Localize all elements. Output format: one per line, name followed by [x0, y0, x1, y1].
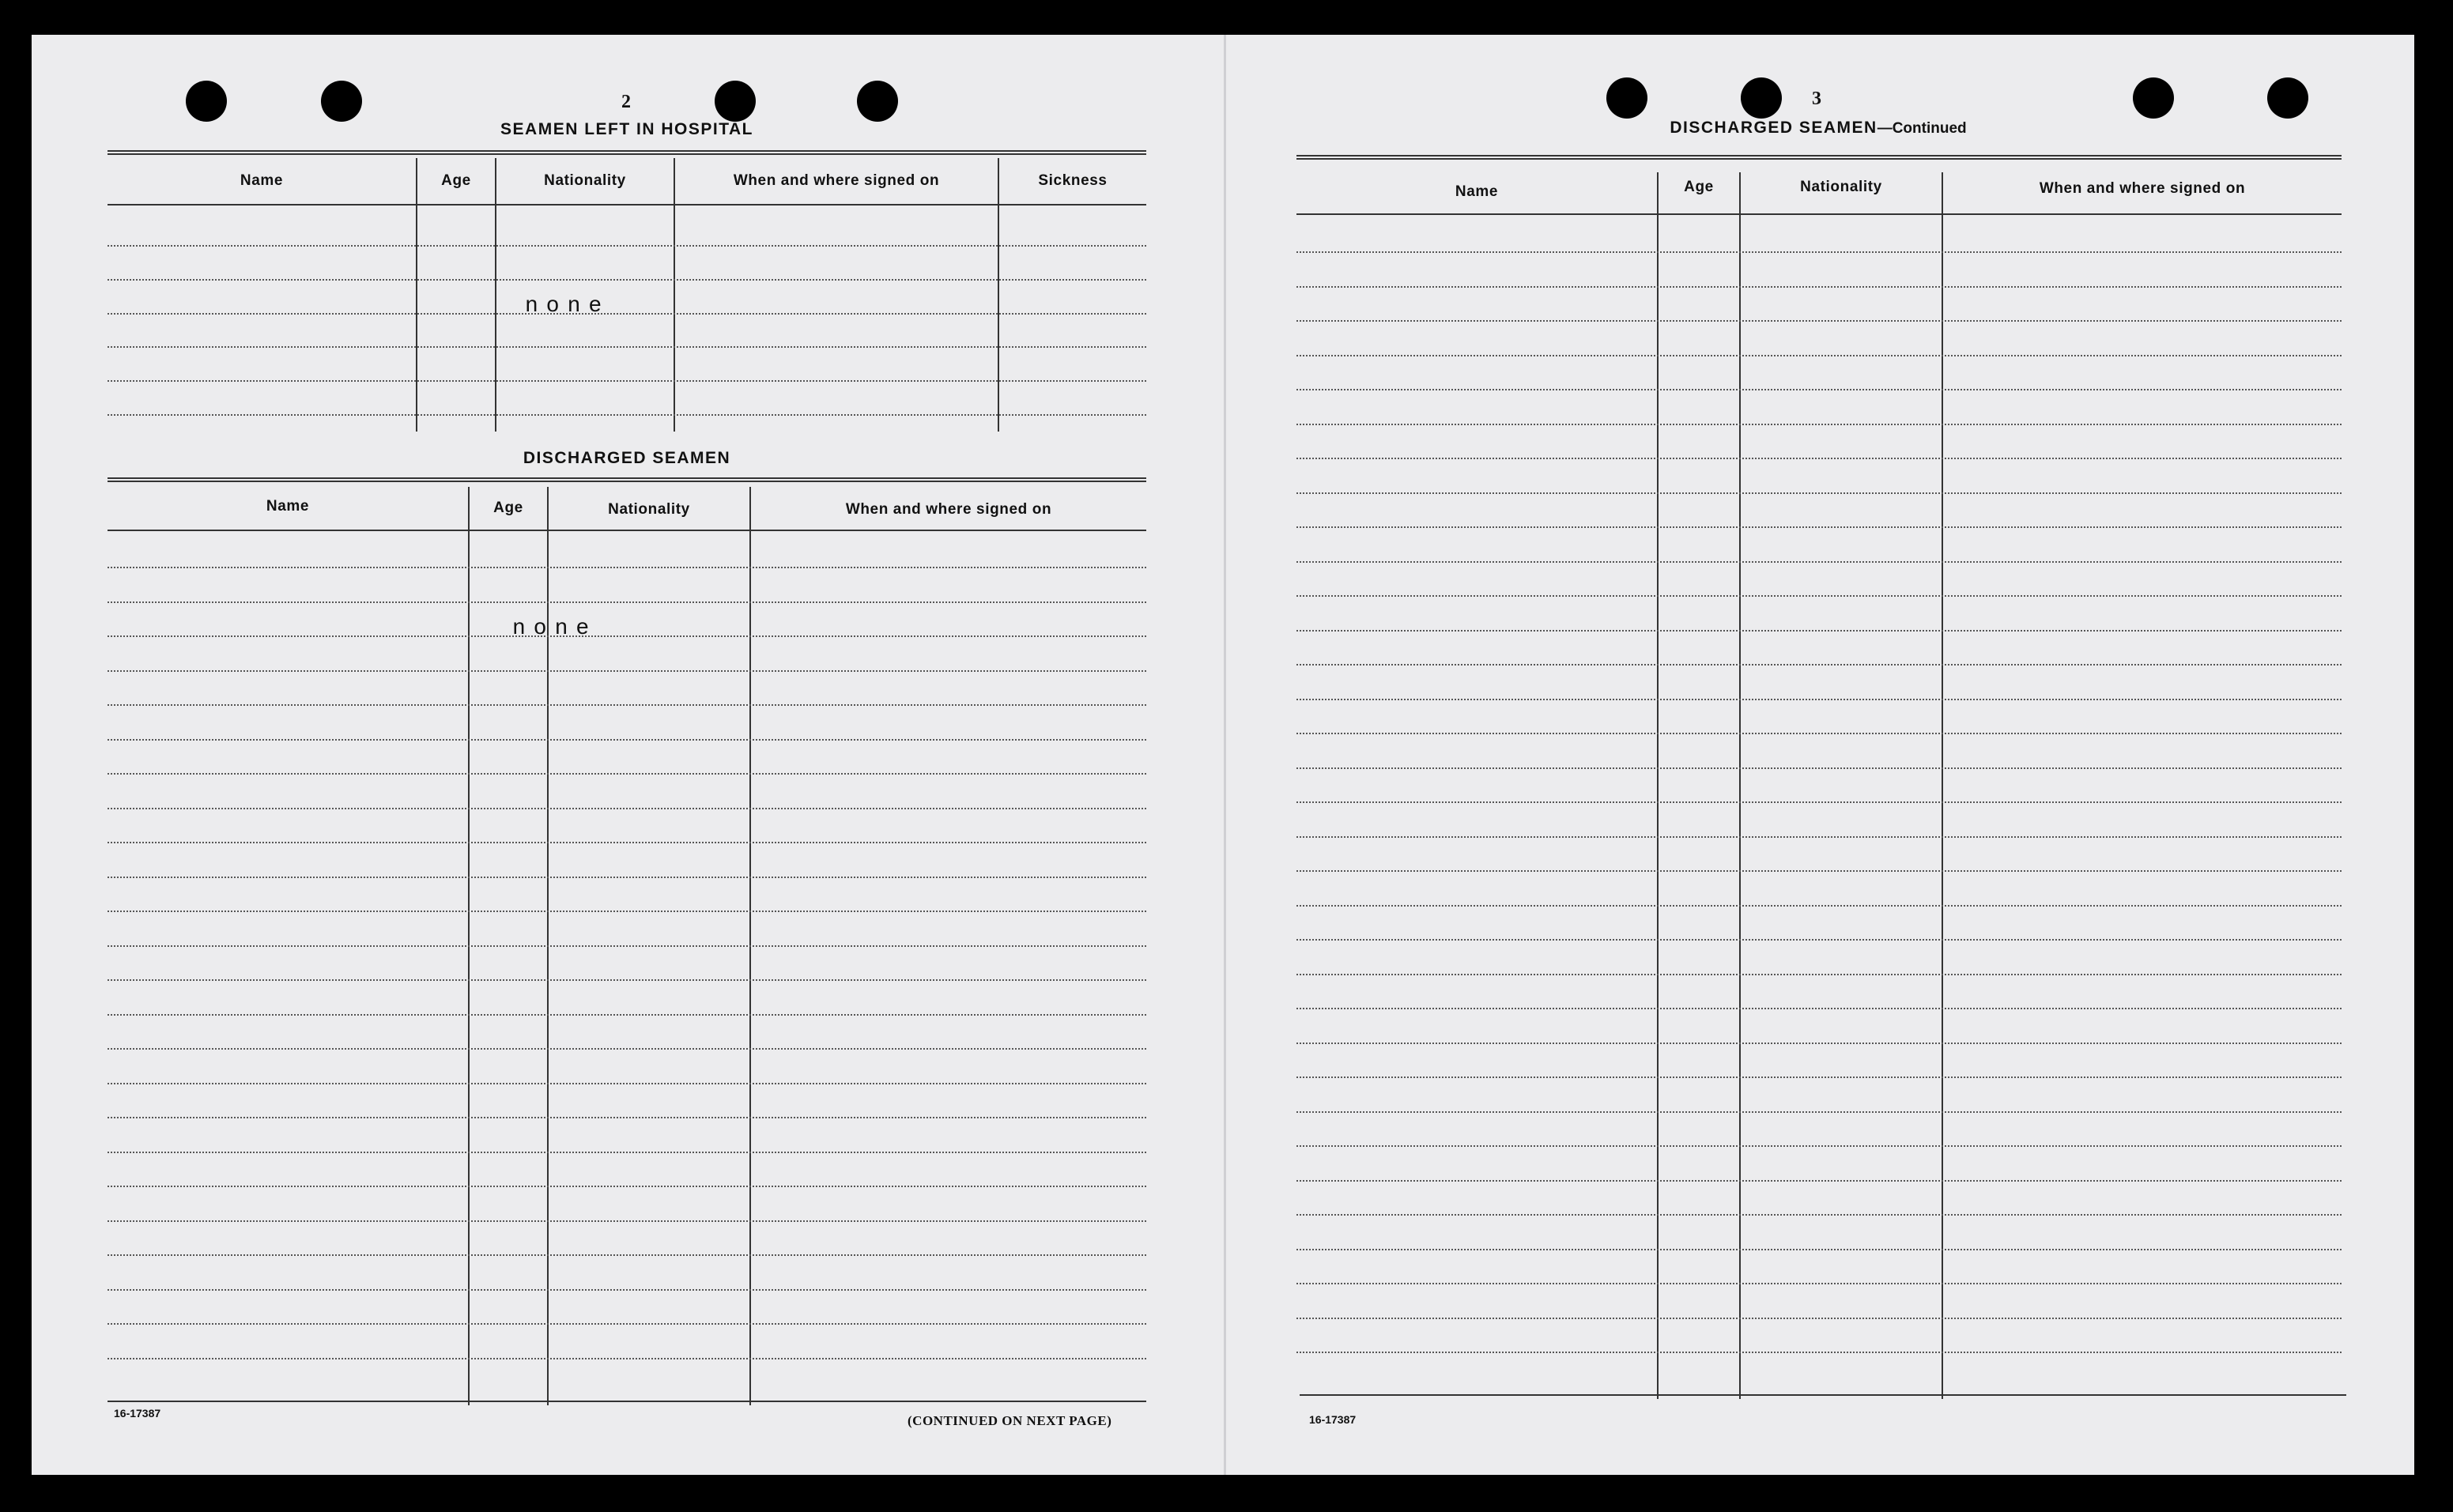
- discharged-entry-line: [108, 979, 1146, 981]
- page-number-left: 2: [621, 92, 631, 112]
- discharged-header-signed-on: When and where signed on: [845, 501, 1052, 518]
- discharged-entry-line: [108, 808, 1146, 809]
- continued-entry-line: [1296, 905, 2342, 907]
- punch-hole-icon: [186, 81, 227, 122]
- discharged-entry-line: [108, 1186, 1146, 1187]
- hospital-header-rule: [108, 204, 1146, 205]
- punch-hole-icon: [857, 81, 898, 122]
- continued-entry-line: [1296, 1008, 2342, 1009]
- continued-section-title: [1581, 119, 2055, 138]
- punch-hole-icon: [2133, 77, 2174, 119]
- punch-hole-icon: [715, 81, 756, 122]
- continued-header-age: Age: [1684, 179, 1714, 195]
- discharged-section-title: DISCHARGED SEAMEN: [523, 449, 731, 467]
- continued-entry-line: [1296, 320, 2342, 322]
- continued-entry-line: [1296, 355, 2342, 356]
- continued-entry-line: [1296, 389, 2342, 390]
- discharged-entry-line: [108, 670, 1146, 672]
- continued-entry-line: [1296, 664, 2342, 666]
- punch-hole-icon: [321, 81, 362, 122]
- continued-title-main: DISCHARGED SEAMEN: [1670, 119, 1877, 137]
- hospital-entry-line: [108, 279, 1146, 281]
- page-fold: [1224, 35, 1226, 1475]
- discharged-entry-line: [108, 635, 1146, 637]
- continued-header-nationality: Nationality: [1800, 179, 1882, 195]
- discharged-entry-line: [108, 739, 1146, 741]
- discharged-entry-line: [108, 1220, 1146, 1222]
- continued-entry-line: [1296, 561, 2342, 563]
- form-number-left: 16-17387: [114, 1407, 161, 1420]
- discharged-top-rule: [108, 477, 1146, 482]
- punch-hole-icon: [1606, 77, 1647, 119]
- continued-entry-line: [1296, 492, 2342, 494]
- continued-entry-line: [1296, 1076, 2342, 1078]
- continued-entry-line: [1296, 801, 2342, 803]
- continued-entry-line: [1296, 630, 2342, 632]
- hospital-entry-text: none: [525, 294, 610, 319]
- continued-title-suffix: —Continued: [1877, 120, 1967, 137]
- right-bottom-rule: [1300, 1394, 2346, 1396]
- continued-entry-line: [1296, 939, 2342, 941]
- discharged-entry-line: [108, 1358, 1146, 1359]
- discharged-entry-line: [108, 1014, 1146, 1016]
- punch-hole-icon: [1741, 77, 1782, 119]
- hospital-entry-line: [108, 346, 1146, 348]
- continued-entry-line: [1296, 1352, 2342, 1353]
- hospital-col-divider: [416, 158, 417, 432]
- discharged-entry-line: [108, 842, 1146, 843]
- left-bottom-rule: [108, 1401, 1146, 1402]
- discharged-header-age: Age: [493, 500, 523, 516]
- discharged-entry-line: [108, 1083, 1146, 1084]
- continued-entry-line: [1296, 836, 2342, 838]
- discharged-entry-line: [108, 1289, 1146, 1291]
- continued-entry-line: [1296, 1249, 2342, 1250]
- continued-entry-line: [1296, 1145, 2342, 1147]
- hospital-col-divider: [495, 158, 496, 432]
- hospital-header-signed-on: When and where signed on: [733, 172, 940, 189]
- continued-entry-line: [1296, 974, 2342, 975]
- hospital-section-title: SEAMEN LEFT IN HOSPITAL: [500, 120, 753, 138]
- hospital-header-sickness: Sickness: [1038, 172, 1108, 189]
- hospital-header-age: Age: [441, 172, 471, 189]
- continued-entry-line: [1296, 733, 2342, 734]
- punch-hole-icon: [2267, 77, 2308, 119]
- hospital-entry-line: [108, 245, 1146, 247]
- discharged-header-name: Name: [266, 498, 310, 515]
- discharged-entry-line: [108, 945, 1146, 947]
- continued-entry-line: [1296, 1318, 2342, 1319]
- discharged-entry-text: none: [512, 616, 598, 641]
- continued-entry-line: [1296, 595, 2342, 597]
- hospital-header-nationality: Nationality: [544, 172, 626, 189]
- continued-entry-line: [1296, 251, 2342, 253]
- continued-entry-line: [1296, 458, 2342, 459]
- discharged-entry-line: [108, 911, 1146, 912]
- continued-note: (CONTINUED ON NEXT PAGE): [908, 1413, 1112, 1428]
- hospital-col-divider: [998, 158, 999, 432]
- discharged-entry-line: [108, 704, 1146, 706]
- discharged-header-nationality: Nationality: [608, 501, 690, 518]
- discharged-header-rule: [108, 530, 1146, 531]
- continued-entry-line: [1296, 424, 2342, 425]
- hospital-entry-line: [108, 380, 1146, 382]
- discharged-entry-line: [108, 1254, 1146, 1256]
- discharged-entry-line: [108, 601, 1146, 603]
- continued-entry-line: [1296, 1283, 2342, 1284]
- continued-entry-line: [1296, 526, 2342, 528]
- discharged-entry-line: [108, 1323, 1146, 1325]
- continued-entry-line: [1296, 870, 2342, 872]
- hospital-entry-line: [108, 313, 1146, 315]
- hospital-col-divider: [674, 158, 675, 432]
- discharged-entry-line: [108, 877, 1146, 878]
- discharged-entry-line: [108, 1152, 1146, 1153]
- continued-entry-line: [1296, 1180, 2342, 1182]
- page-number-right: 3: [1812, 89, 1821, 109]
- continued-entry-line: [1296, 767, 2342, 769]
- hospital-entry-line: [108, 414, 1146, 416]
- continued-entry-line: [1296, 1111, 2342, 1113]
- continued-entry-line: [1296, 1043, 2342, 1044]
- continued-entry-line: [1296, 286, 2342, 288]
- continued-entry-line: [1296, 699, 2342, 700]
- discharged-entry-line: [108, 567, 1146, 568]
- continued-header-name: Name: [1455, 183, 1499, 200]
- hospital-top-rule: [108, 150, 1146, 155]
- continued-entry-line: [1296, 1214, 2342, 1216]
- discharged-entry-line: [108, 1048, 1146, 1050]
- continued-top-rule: [1296, 155, 2342, 160]
- continued-header-signed-on: When and where signed on: [2039, 180, 2246, 197]
- form-number-right: 16-17387: [1309, 1413, 1357, 1426]
- hospital-header-name: Name: [240, 172, 284, 189]
- discharged-entry-line: [108, 773, 1146, 775]
- continued-header-rule: [1296, 213, 2342, 215]
- discharged-entry-line: [108, 1117, 1146, 1118]
